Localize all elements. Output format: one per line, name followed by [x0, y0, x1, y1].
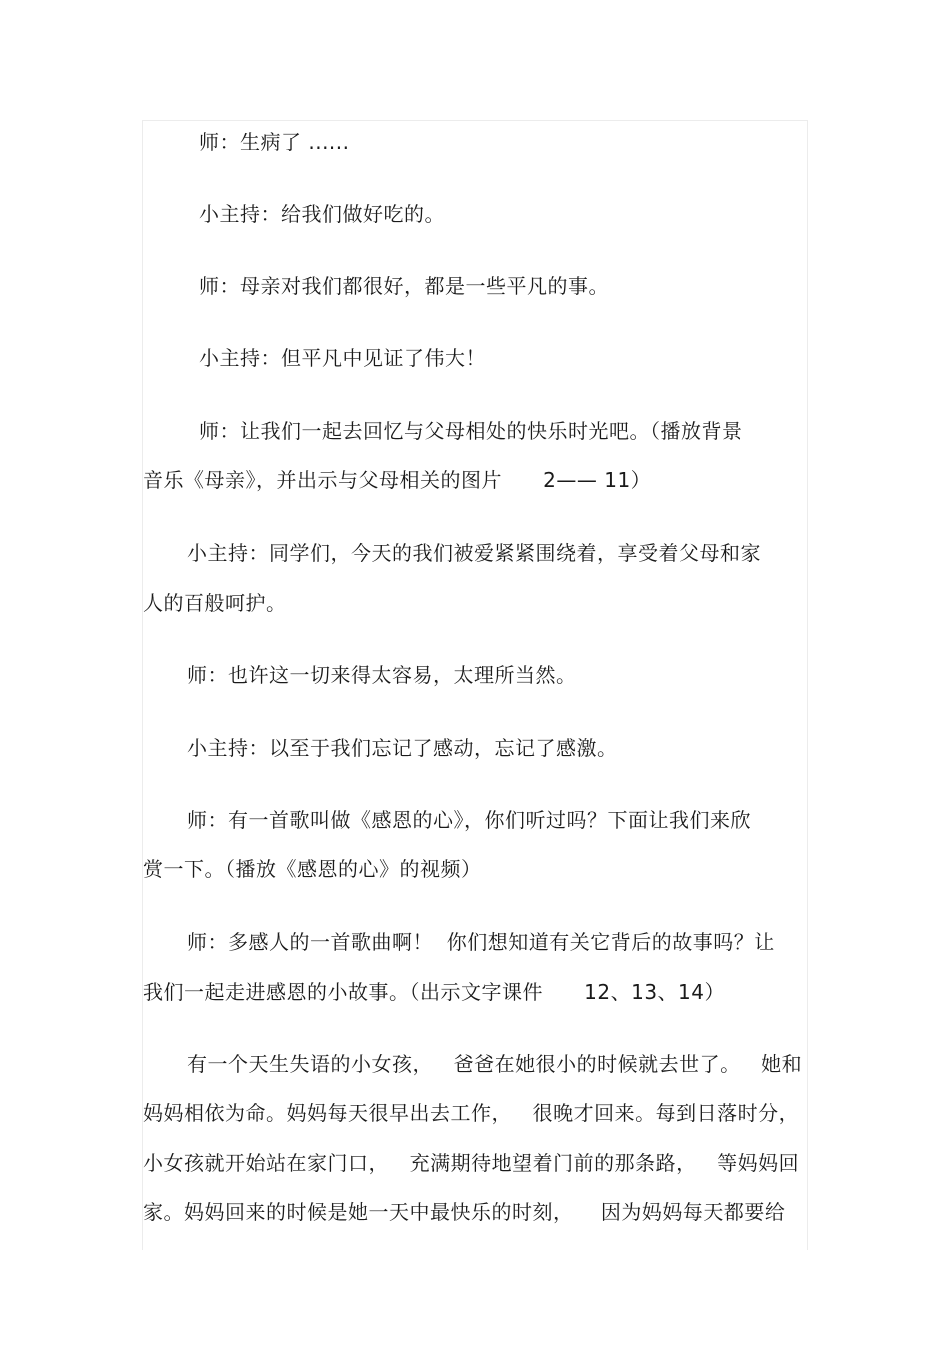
- text-line: 师：有一首歌叫做《感恩的心》，你们听过吗？下面让我们来欣: [187, 808, 751, 832]
- text-line: 师：也许这一切来得太容易，太理所当然。: [187, 663, 577, 687]
- text-line: 赏一下。（播放《感恩的心》的视频）: [143, 857, 482, 881]
- text-line: 师：生病了 ......: [199, 130, 350, 154]
- text-line: 小主持：同学们，今天的我们被爱紧紧围绕着，享受着父母和家: [187, 541, 761, 565]
- text-line: 音乐《母亲》，并出示与父母相关的图片 2—— 11）: [143, 468, 652, 492]
- text-line: 师：母亲对我们都很好，都是一些平凡的事。: [199, 274, 609, 298]
- text-line: 妈妈相依为命。妈妈每天很早出去工作， 很晚才回来。每到日落时分，: [143, 1101, 800, 1125]
- text-line: 小女孩就开始站在家门口， 充满期待地望着门前的那条路， 等妈妈回: [143, 1151, 800, 1175]
- text-line: 小主持：但平凡中见证了伟大！: [199, 346, 486, 370]
- text-line: 小主持：给我们做好吃的。: [199, 202, 445, 226]
- text-line: 小主持：以至于我们忘记了感动，忘记了感激。: [187, 736, 618, 760]
- text-line: 师：让我们一起去回忆与父母相处的快乐时光吧。（播放背景: [199, 419, 743, 443]
- text-line: 师：多感人的一首歌曲啊！ 你们想知道有关它背后的故事吗？让: [187, 930, 775, 954]
- text-line: 我们一起走进感恩的小故事。（出示文字课件 12、13、14）: [143, 980, 725, 1004]
- text-line: 有一个天生失语的小女孩， 爸爸在她很小的时候就去世了。 她和: [187, 1052, 803, 1076]
- text-line: 人的百般呵护。: [143, 591, 287, 615]
- text-line: 家。妈妈回来的时候是她一天中最快乐的时刻， 因为妈妈每天都要给: [143, 1200, 786, 1224]
